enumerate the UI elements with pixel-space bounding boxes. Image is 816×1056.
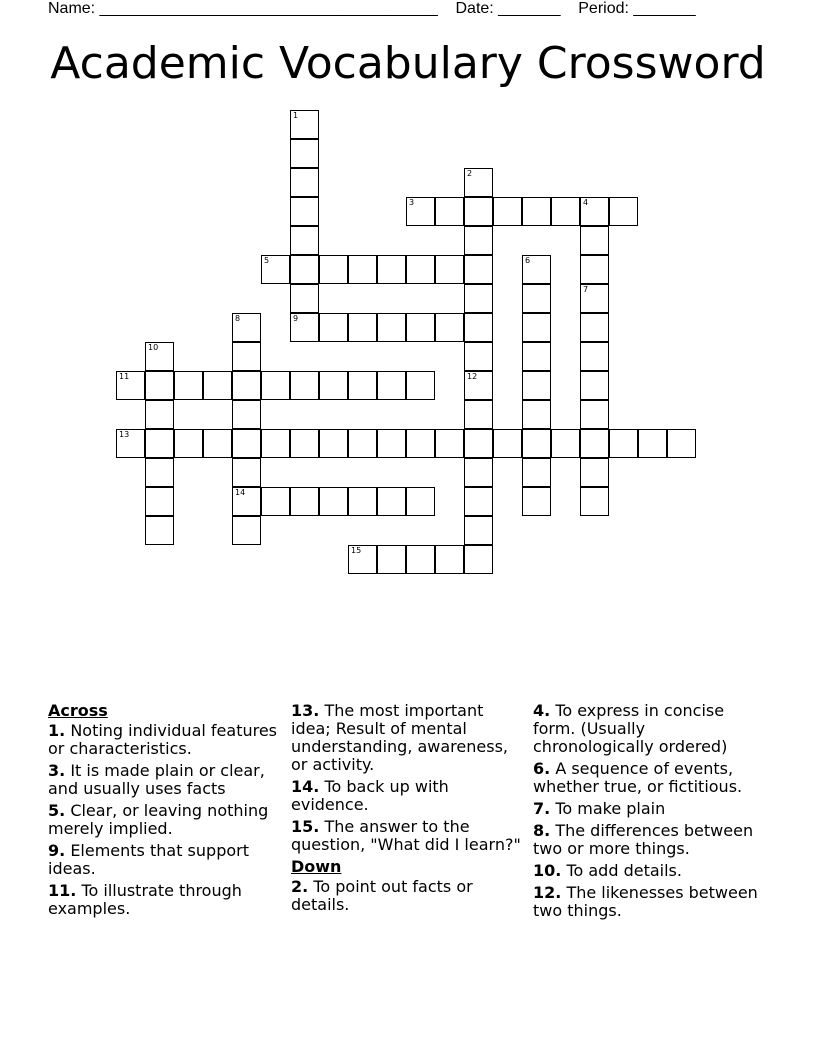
- clue-text: To add details.: [566, 861, 682, 880]
- grid-cell[interactable]: [464, 545, 493, 574]
- grid-cell[interactable]: [522, 313, 551, 342]
- grid-cell[interactable]: [464, 313, 493, 342]
- grid-cell[interactable]: [522, 371, 551, 400]
- cell-number: 15: [351, 546, 362, 555]
- clue-across-14: [291, 778, 527, 814]
- grid-cell[interactable]: [609, 197, 638, 226]
- grid-cell[interactable]: [580, 458, 609, 487]
- grid-cell[interactable]: [377, 313, 406, 342]
- clue-number: 9.: [48, 841, 66, 860]
- grid-cell[interactable]: [348, 255, 377, 284]
- cell-number: 7: [583, 285, 589, 294]
- cell-number: 10: [148, 343, 159, 352]
- grid-cell[interactable]: [580, 313, 609, 342]
- grid-cell[interactable]: [464, 342, 493, 371]
- grid-cell[interactable]: [406, 429, 435, 458]
- clue-down-7: [533, 800, 769, 818]
- clue-number: 1.: [48, 721, 66, 740]
- grid-cell[interactable]: [203, 371, 232, 400]
- grid-cell[interactable]: [464, 516, 493, 545]
- grid-cell[interactable]: [290, 255, 319, 284]
- cell-number: 12: [467, 372, 478, 381]
- clue-text: Noting individual features or characteristics.: [48, 721, 278, 758]
- clue-down-8: [533, 822, 769, 858]
- cell-number: 11: [119, 372, 130, 381]
- grid-cell[interactable]: [319, 313, 348, 342]
- clue-down-12: [533, 884, 769, 920]
- grid-cell[interactable]: [464, 226, 493, 255]
- clue-text: Elements that support ideas.: [48, 841, 249, 878]
- clue-number: 7.: [533, 799, 551, 818]
- clue-down-4: [533, 702, 769, 756]
- clue-column-2: [291, 702, 527, 918]
- grid-cell[interactable]: [667, 429, 696, 458]
- clue-text: It is made plain or clear, and usually uses facts: [48, 761, 265, 798]
- clue-across-3: [48, 762, 284, 798]
- clue-text: To illustrate through examples.: [48, 881, 242, 918]
- across-heading: Across: [48, 701, 108, 720]
- grid-cell[interactable]: [435, 255, 464, 284]
- grid-cell[interactable]: [580, 255, 609, 284]
- clue-across-5: [48, 802, 284, 838]
- grid-cell[interactable]: [145, 342, 174, 371]
- grid-cell[interactable]: [580, 342, 609, 371]
- grid-cell[interactable]: [551, 429, 580, 458]
- grid-cell[interactable]: [203, 429, 232, 458]
- clue-number: 10.: [533, 861, 562, 880]
- grid-cell[interactable]: [464, 458, 493, 487]
- grid-cell[interactable]: [261, 371, 290, 400]
- grid-cell[interactable]: [174, 371, 203, 400]
- grid-cell[interactable]: [232, 371, 261, 400]
- clue-down-10: [533, 862, 769, 880]
- clue-number: 15.: [291, 817, 320, 836]
- clue-text: To express in concise form. (Usually chronologically ordered): [533, 701, 728, 756]
- grid-cell[interactable]: [464, 400, 493, 429]
- page-title: Academic Vocabulary Crossword: [50, 38, 766, 89]
- grid-cell[interactable]: [348, 371, 377, 400]
- grid-cell[interactable]: [348, 313, 377, 342]
- grid-cell[interactable]: [290, 197, 319, 226]
- grid-cell[interactable]: [116, 429, 145, 458]
- grid-cell[interactable]: [551, 197, 580, 226]
- grid-cell[interactable]: [435, 197, 464, 226]
- grid-cell[interactable]: [377, 429, 406, 458]
- cell-number: 3: [409, 198, 415, 207]
- grid-cell[interactable]: [290, 284, 319, 313]
- grid-cell[interactable]: [435, 545, 464, 574]
- grid-cell[interactable]: [522, 487, 551, 516]
- grid-cell[interactable]: [522, 458, 551, 487]
- cell-number: 6: [525, 256, 531, 265]
- grid-cell[interactable]: [580, 371, 609, 400]
- grid-cell[interactable]: [232, 458, 261, 487]
- clue-down-6: [533, 760, 769, 796]
- grid-cell[interactable]: [522, 255, 551, 284]
- grid-cell[interactable]: [406, 371, 435, 400]
- clue-across-9: [48, 842, 284, 878]
- grid-cell[interactable]: [377, 371, 406, 400]
- grid-cell[interactable]: [232, 516, 261, 545]
- cell-number: 8: [235, 314, 241, 323]
- clue-text: The likenesses between two things.: [533, 883, 758, 920]
- clue-text: To point out facts or details.: [291, 877, 473, 914]
- grid-cell[interactable]: [464, 371, 493, 400]
- clue-text: The answer to the question, "What did I learn?": [291, 817, 521, 854]
- clue-across-1: [48, 722, 284, 758]
- cell-number: 9: [293, 314, 299, 323]
- cell-number: 2: [467, 169, 473, 178]
- grid-cell[interactable]: [290, 168, 319, 197]
- grid-cell[interactable]: [522, 284, 551, 313]
- clue-number: 11.: [48, 881, 77, 900]
- grid-cell[interactable]: [377, 487, 406, 516]
- grid-cell[interactable]: [522, 342, 551, 371]
- clue-number: 2.: [291, 877, 309, 896]
- grid-cell[interactable]: [261, 429, 290, 458]
- grid-cell[interactable]: [522, 197, 551, 226]
- clue-number: 8.: [533, 821, 551, 840]
- cell-number: 13: [119, 430, 130, 439]
- grid-cell[interactable]: [261, 255, 290, 284]
- grid-cell[interactable]: [377, 545, 406, 574]
- cell-number: 4: [583, 198, 589, 207]
- clue-number: 4.: [533, 701, 551, 720]
- clue-across-15: [291, 818, 527, 854]
- clue-number: 12.: [533, 883, 562, 902]
- down-heading: Down: [291, 857, 342, 876]
- clue-text: To make plain: [555, 799, 666, 818]
- grid-cell[interactable]: [464, 255, 493, 284]
- grid-cell[interactable]: [580, 429, 609, 458]
- grid-cell[interactable]: [145, 458, 174, 487]
- grid-cell[interactable]: [145, 371, 174, 400]
- grid-cell[interactable]: [377, 255, 406, 284]
- grid-cell[interactable]: [406, 487, 435, 516]
- grid-cell[interactable]: [493, 197, 522, 226]
- grid-cell[interactable]: [145, 516, 174, 545]
- grid-cell[interactable]: [261, 487, 290, 516]
- grid-cell[interactable]: [290, 110, 319, 139]
- grid-cell[interactable]: [232, 400, 261, 429]
- grid-cell[interactable]: [348, 545, 377, 574]
- grid-cell[interactable]: [522, 400, 551, 429]
- cell-number: 1: [293, 111, 299, 120]
- clue-number: 13.: [291, 701, 320, 720]
- grid-cell[interactable]: [435, 313, 464, 342]
- grid-cell[interactable]: [464, 284, 493, 313]
- grid-cell[interactable]: [145, 400, 174, 429]
- grid-cell[interactable]: [580, 197, 609, 226]
- cell-number: 14: [235, 488, 246, 497]
- clue-across-13: [291, 702, 527, 774]
- grid-cell[interactable]: [290, 139, 319, 168]
- grid-cell[interactable]: [319, 487, 348, 516]
- grid-cell[interactable]: [580, 487, 609, 516]
- grid-cell[interactable]: [435, 429, 464, 458]
- grid-cell[interactable]: [464, 168, 493, 197]
- cell-number: 5: [264, 256, 270, 265]
- grid-cell[interactable]: [493, 429, 522, 458]
- grid-cell[interactable]: [290, 371, 319, 400]
- clue-column-1: [48, 702, 284, 922]
- clue-number: 5.: [48, 801, 66, 820]
- clue-text: The most important idea; Result of mental understanding, awareness, or activity.: [291, 701, 508, 774]
- grid-cell[interactable]: [348, 429, 377, 458]
- grid-cell[interactable]: [522, 429, 551, 458]
- grid-cell[interactable]: [580, 284, 609, 313]
- clue-number: 6.: [533, 759, 551, 778]
- clue-number: 3.: [48, 761, 66, 780]
- grid-cell[interactable]: [290, 429, 319, 458]
- clue-text: To back up with evidence.: [291, 777, 449, 814]
- grid-cell[interactable]: [406, 197, 435, 226]
- clue-text: Clear, or leaving nothing merely implied.: [48, 801, 269, 838]
- grid-cell[interactable]: [406, 255, 435, 284]
- grid-cell[interactable]: [609, 429, 638, 458]
- grid-cell[interactable]: [232, 487, 261, 516]
- grid-cell[interactable]: [290, 313, 319, 342]
- clue-number: 14.: [291, 777, 320, 796]
- grid-cell[interactable]: [145, 429, 174, 458]
- grid-cell[interactable]: [232, 429, 261, 458]
- grid-cell[interactable]: [406, 313, 435, 342]
- grid-cell[interactable]: [464, 197, 493, 226]
- clue-text: The differences between two or more things.: [533, 821, 754, 858]
- grid-cell[interactable]: [464, 429, 493, 458]
- clue-column-3: [533, 702, 769, 924]
- clue-text: A sequence of events, whether true, or fictitious.: [533, 759, 743, 796]
- grid-cell[interactable]: [290, 487, 319, 516]
- grid-cell[interactable]: [145, 487, 174, 516]
- grid-cell[interactable]: [464, 487, 493, 516]
- grid-cell[interactable]: [319, 429, 348, 458]
- grid-cell[interactable]: [319, 371, 348, 400]
- grid-cell[interactable]: [580, 400, 609, 429]
- name-date-period-line: Name: ______________________________________ Date: _______ Period: _______: [48, 0, 696, 17]
- grid-cell[interactable]: [290, 226, 319, 255]
- grid-cell[interactable]: [319, 255, 348, 284]
- clue-down-2: [291, 878, 527, 914]
- grid-cell[interactable]: [174, 429, 203, 458]
- clue-across-11: [48, 882, 284, 918]
- grid-cell[interactable]: [116, 371, 145, 400]
- grid-cell[interactable]: [348, 487, 377, 516]
- grid-cell[interactable]: [580, 226, 609, 255]
- grid-cell[interactable]: [406, 545, 435, 574]
- grid-cell[interactable]: [638, 429, 667, 458]
- grid-cell[interactable]: [232, 342, 261, 371]
- grid-cell[interactable]: [232, 313, 261, 342]
